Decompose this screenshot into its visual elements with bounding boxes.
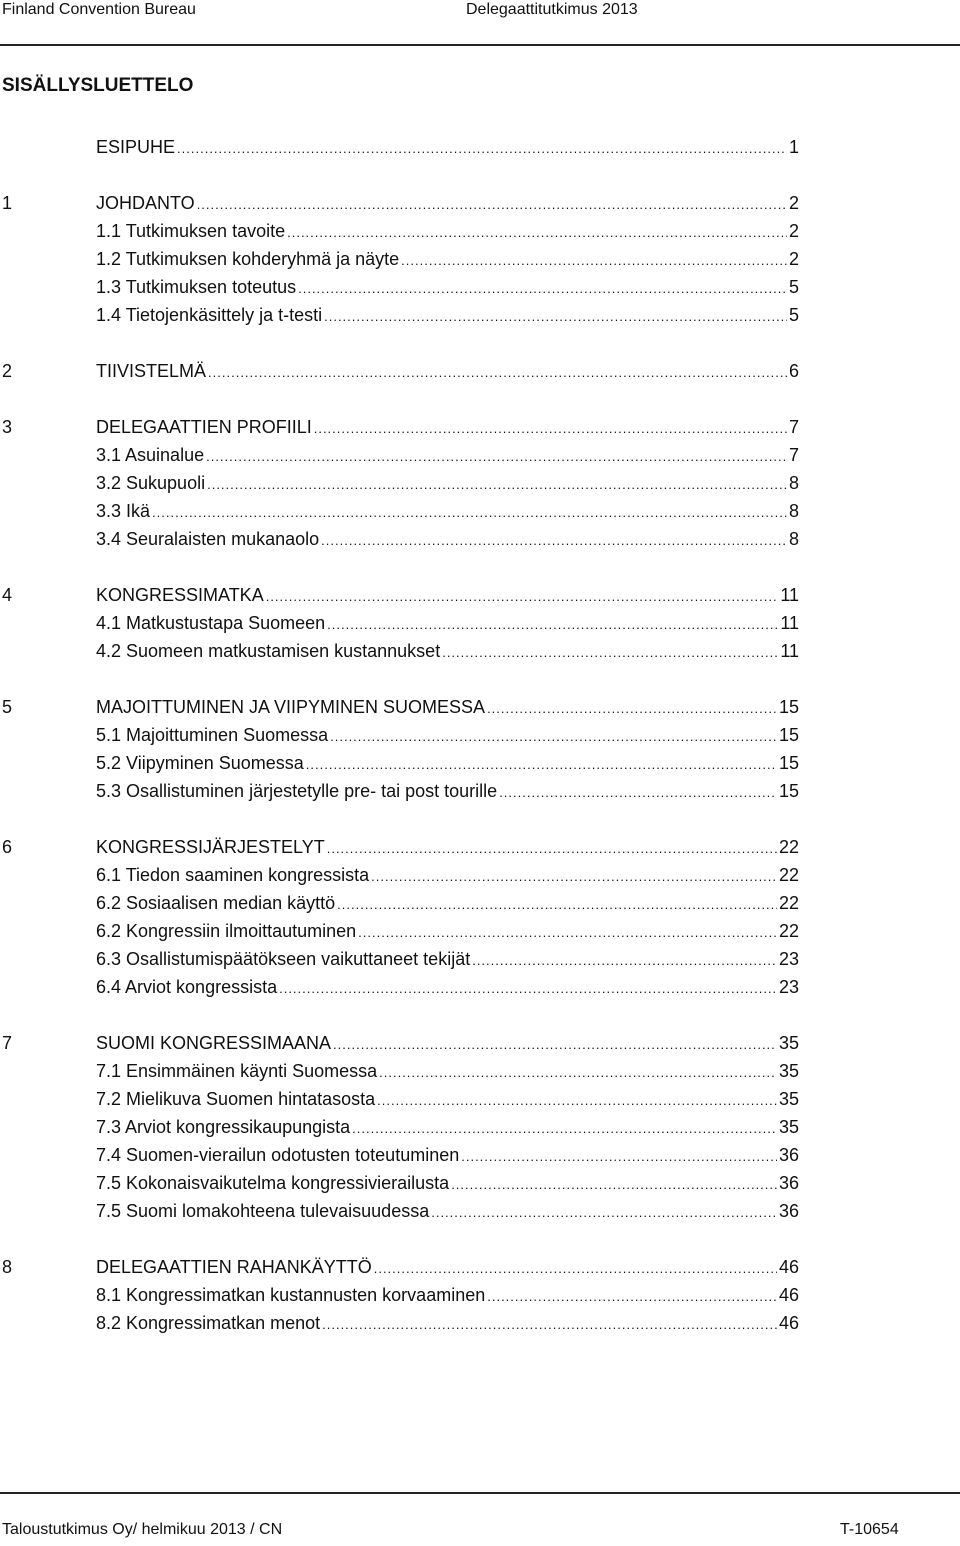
toc-entry[interactable] [0,862,960,888]
toc-entry-title: KONGRESSIJÄRJESTELYT [96,837,325,857]
toc-entry-title: 1.1 Tutkimuksen tavoite [96,221,286,241]
toc-entry-title: 3.1 Asuinalue [96,445,205,465]
toc-entry-page: 15 [778,781,799,801]
toc-dot-leader [371,864,777,890]
toc-entry-title: DELEGAATTIEN PROFIILI [96,417,312,437]
toc-dot-leader [472,948,777,974]
toc-entry[interactable] [0,1086,960,1112]
toc-entry-line [96,946,799,974]
toc-entry-title: 3.4 Seuralaisten mukanaolo [96,529,320,549]
toc-entry[interactable] [0,246,960,272]
toc-entry-line [96,974,799,1002]
toc-entry-page: 15 [778,753,799,773]
toc-entry[interactable] [0,1310,960,1336]
toc-entry[interactable] [0,414,960,440]
toc-entry[interactable] [0,498,960,524]
toc-entry-page: 5 [788,305,799,325]
toc-dot-leader [461,1144,777,1170]
header-organization: Finland Convention Bureau [2,1,196,18]
toc-entry-number: 5 [2,697,13,717]
toc-entry-page: 23 [778,977,799,997]
toc-entry-number: 7 [2,1033,13,1053]
toc-entry-line [96,834,799,862]
toc-dot-leader [377,1088,777,1114]
toc-entry[interactable] [0,1030,960,1056]
toc-entry-line [96,1030,799,1058]
toc-dot-leader [287,220,787,246]
toc-entry-title: SUOMI KONGRESSIMAANA [96,1033,332,1053]
toc-entry-page: 8 [788,529,799,549]
toc-entry-page: 36 [778,1173,799,1193]
toc-entry-line [96,302,799,330]
toc-entry-title: 8.2 Kongressimatkan menot [96,1313,321,1333]
toc-entry-line [96,1114,799,1142]
toc-entry[interactable] [0,218,960,244]
toc-entry-page: 35 [778,1033,799,1053]
toc-dot-leader [208,360,787,386]
toc-entry-line [96,1170,799,1198]
toc-dot-leader [487,1284,777,1310]
toc-entry-title: 7.1 Ensimmäinen käynti Suomessa [96,1061,378,1081]
toc-entry-title: MAJOITTUMINEN JA VIIPYMINEN SUOMESSA [96,697,486,717]
toc-entry-number: 8 [2,1257,13,1277]
toc-dot-leader [431,1200,777,1226]
toc-entry[interactable] [0,274,960,300]
toc-dot-leader [327,612,778,638]
toc-entry[interactable] [0,302,960,328]
toc-entry[interactable] [0,1198,960,1224]
toc-entry-title: 7.3 Arviot kongressikaupungista [96,1117,351,1137]
toc-entry-page: 1 [788,137,799,157]
toc-dot-leader [327,836,777,862]
toc-dot-leader [374,1256,777,1282]
toc-entry-page: 5 [788,277,799,297]
toc-dot-leader [306,752,777,778]
toc-dot-leader [266,584,779,610]
toc-dot-leader [177,136,787,162]
toc-entry-line [96,498,799,526]
toc-dot-leader [314,416,787,442]
toc-entry[interactable] [0,1142,960,1168]
toc-entry-title: 7.4 Suomen-vierailun odotusten toteutuminen [96,1145,460,1165]
toc-entry[interactable] [0,694,960,720]
toc-entry-title: 6.4 Arviot kongressista [96,977,278,997]
toc-entry-line [96,582,799,610]
toc-entry-title: 8.1 Kongressimatkan kustannusten korvaaminen [96,1285,486,1305]
toc-dot-leader [499,780,777,806]
toc-entry-title: 7.5 Kokonaisvaikutelma kongressivierailusta [96,1173,450,1193]
toc-entry-title: DELEGAATTIEN RAHANKÄYTTÖ [96,1257,372,1277]
toc-entry-page: 8 [788,501,799,521]
toc-entry-line [96,1086,799,1114]
toc-heading: SISÄLLYSLUETTELO [2,75,194,96]
header-report-title: Delegaattitutkimus 2013 [466,1,638,18]
toc-entry-page: 46 [778,1285,799,1305]
toc-entry-line [96,1058,799,1086]
toc-entry-line [96,190,799,218]
toc-entry-page: 35 [778,1117,799,1137]
toc-entry-line [96,442,799,470]
toc-entry-page: 22 [778,837,799,857]
toc-entry-line [96,246,799,274]
page-header [0,0,960,46]
toc-entry-title: 4.1 Matkustustapa Suomeen [96,613,326,633]
toc-entry-page: 2 [788,249,799,269]
toc-entry-line [96,750,799,778]
toc-dot-leader [352,1116,777,1142]
toc-entry[interactable] [0,750,960,776]
toc-entry-page: 2 [788,221,799,241]
toc-entry-title: JOHDANTO [96,193,195,213]
toc-entry-title: 5.1 Majoittuminen Suomessa [96,725,329,745]
toc-dot-leader [197,192,787,218]
toc-entry-title: 6.2 Kongressiin ilmoittautuminen [96,921,357,941]
toc-entry-line [96,722,799,750]
toc-entry-title: KONGRESSIMATKA [96,585,264,605]
toc-entry-number: 1 [2,193,13,213]
toc-entry-line [96,274,799,302]
toc-entry-line [96,610,799,638]
toc-entry[interactable] [0,526,960,552]
toc-entry-page: 46 [778,1313,799,1333]
toc-entry-title: 5.3 Osallistuminen järjestetylle pre- tai post tourille [96,781,498,801]
toc-entry[interactable] [0,946,960,972]
toc-entry-page: 22 [778,893,799,913]
toc-entry-title: 7.2 Mielikuva Suomen hintatasosta [96,1089,376,1109]
toc-entry[interactable] [0,190,960,216]
toc-entry-line [96,358,799,386]
toc-entry-page: 22 [778,921,799,941]
toc-entry-page: 23 [778,949,799,969]
toc-entry-title: ESIPUHE [96,137,176,157]
toc-entry[interactable] [0,358,960,384]
toc-entry-number: 3 [2,417,13,437]
footer-author: Taloustutkimus Oy/ helmikuu 2013 / CN [2,1521,283,1538]
toc-dot-leader [279,976,777,1002]
toc-entry-page: 22 [778,865,799,885]
toc-dot-leader [322,1312,777,1338]
toc-dot-leader [401,248,787,274]
toc-dot-leader [298,276,787,302]
toc-entry-title: 3.2 Sukupuoli [96,473,206,493]
footer-project-code: T-10654 [840,1521,899,1538]
toc-dot-leader [333,1032,777,1058]
toc-entry-title: 1.3 Tutkimuksen toteutus [96,277,297,297]
toc-entry-line [96,694,799,722]
toc-entry-line [96,778,799,806]
toc-entry-page: 15 [778,725,799,745]
toc-dot-leader [207,472,787,498]
toc-entry-page: 11 [780,613,799,633]
toc-dot-leader [442,640,778,666]
toc-entry[interactable] [0,134,960,160]
toc-dot-leader [337,892,777,918]
toc-entry[interactable] [0,1114,960,1140]
toc-entry-title: 5.2 Viipyminen Suomessa [96,753,304,773]
toc-entry-title: 1.2 Tutkimuksen kohderyhmä ja näyte [96,249,400,269]
toc-entry-line [96,1198,799,1226]
toc-entry-line [96,526,799,554]
toc-entry[interactable] [0,442,960,468]
toc-dot-leader [379,1060,777,1086]
toc-entry[interactable] [0,1254,960,1280]
toc-entry-title: 1.4 Tietojenkäsittely ja t-testi [96,305,323,325]
toc-entry-number: 2 [2,361,13,381]
toc-entry-page: 15 [778,697,799,717]
toc-entry[interactable] [0,610,960,636]
toc-entry-page: 11 [780,585,799,605]
toc-entry-number: 6 [2,837,13,857]
toc-entry-line [96,1310,799,1338]
toc-entry-title: 3.3 Ikä [96,501,151,521]
toc-entry-page: 35 [778,1061,799,1081]
toc-entry-title: 6.1 Tiedon saaminen kongressista [96,865,370,885]
toc-entry-title: 7.5 Suomi lomakohteena tulevaisuudessa [96,1201,430,1221]
toc-entry[interactable] [0,1170,960,1196]
toc-entry[interactable] [0,1282,960,1308]
page-footer [0,1492,960,1546]
toc-entry[interactable] [0,918,960,944]
toc-entry-line [96,1254,799,1282]
toc-entry-line [96,134,799,162]
toc-entry[interactable] [0,638,960,664]
toc-entry-number: 4 [2,585,13,605]
toc-entry[interactable] [0,470,960,496]
toc-dot-leader [451,1172,777,1198]
toc-entry[interactable] [0,974,960,1000]
toc-entry[interactable] [0,722,960,748]
toc-entry-page: 36 [778,1201,799,1221]
toc-entry-line [96,414,799,442]
toc-entry-page: 2 [788,193,799,213]
toc-entry-page: 35 [778,1089,799,1109]
toc-dot-leader [206,444,787,470]
toc-entry-line [96,890,799,918]
toc-dot-leader [324,304,787,330]
toc-entry[interactable] [0,582,960,608]
toc-entry-line [96,638,799,666]
toc-dot-leader [321,528,787,554]
toc-entry-line [96,1282,799,1310]
toc-entry-page: 11 [780,641,799,661]
toc-entry[interactable] [0,778,960,804]
toc-dot-leader [358,920,777,946]
toc-dot-leader [330,724,777,750]
toc-entry-page: 7 [788,417,799,437]
toc-entry-page: 36 [778,1145,799,1165]
toc-entry-line [96,862,799,890]
toc-entry-line [96,218,799,246]
toc-dot-leader [152,500,787,526]
toc-entry[interactable] [0,890,960,916]
toc-dot-leader [487,696,777,722]
toc-entry-title: 4.2 Suomeen matkustamisen kustannukset [96,641,441,661]
toc-entry-title: 6.3 Osallistumispäätökseen vaikuttaneet tekijät [96,949,471,969]
toc-entry-line [96,470,799,498]
toc-entry-page: 8 [788,473,799,493]
toc-entry-line [96,1142,799,1170]
toc-entry-page: 6 [788,361,799,381]
toc-entry[interactable] [0,834,960,860]
toc-entry[interactable] [0,1058,960,1084]
toc-entry-title: 6.2 Sosiaalisen median käyttö [96,893,336,913]
toc-entry-page: 7 [788,445,799,465]
toc-entry-title: TIIVISTELMÄ [96,361,207,381]
toc-entry-line [96,918,799,946]
toc-entry-page: 46 [778,1257,799,1277]
